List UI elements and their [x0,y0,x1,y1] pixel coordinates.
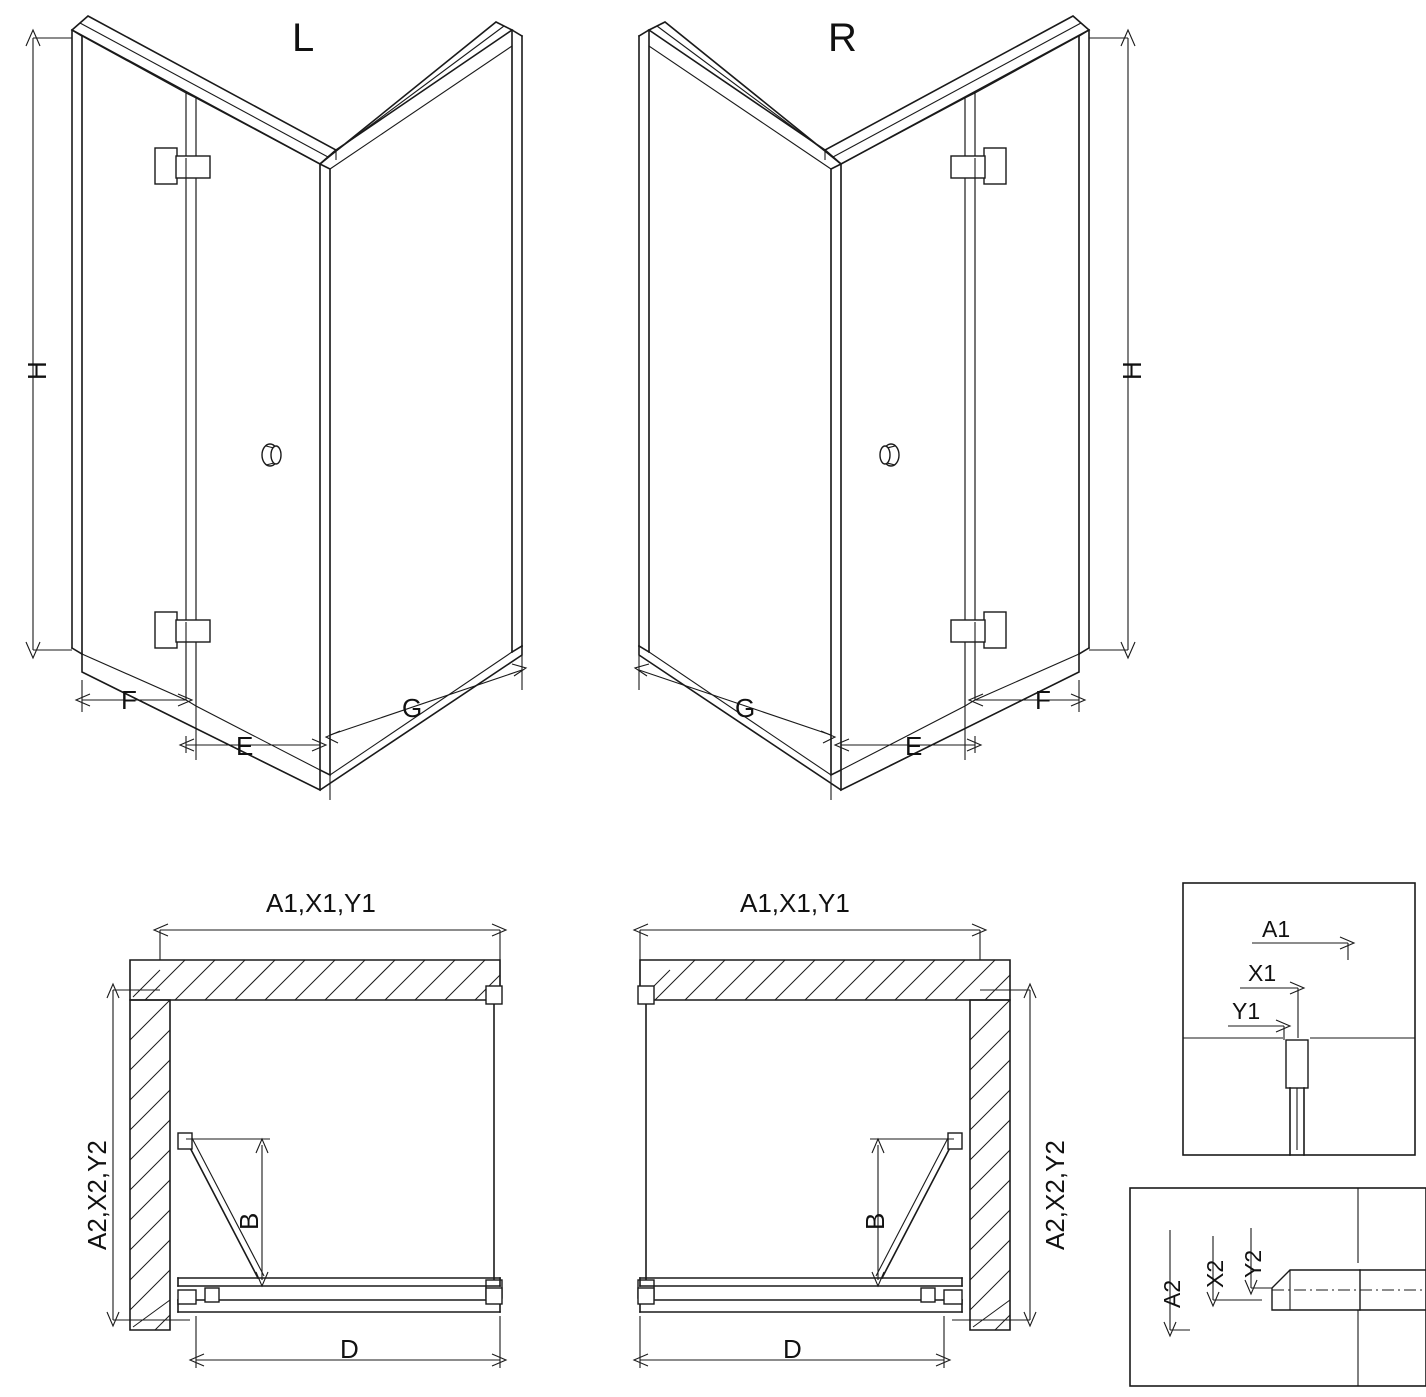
dim-label-b-left: B [234,1212,264,1230]
dim-label-e-left: E [236,731,254,761]
iso-view-left [22,16,526,800]
view-label-right: R [828,16,857,60]
detail-dim-label-y2: Y2 [1240,1249,1266,1278]
detail-dim-label-y1: Y1 [1232,998,1261,1024]
dim-label-g-left: G [402,693,423,723]
dim-label-h-right: H [1117,361,1147,380]
dim-label-f-left: F [121,685,137,715]
dim-label-h-left: H [22,361,52,380]
detail-dim-label-x1: X1 [1248,960,1277,986]
detail-dim-label-a1: A1 [1262,916,1291,942]
dim-label-g-right: G [735,693,756,723]
plan-view-left [107,924,506,1368]
dim-label-f-right: F [1035,685,1051,715]
dim-label-e-right: E [905,731,923,761]
plan-view-right [634,924,1036,1368]
iso-view-right [635,16,1135,800]
detail-dim-label-x2: X2 [1202,1259,1228,1288]
view-label-left: L [292,16,315,60]
dim-label-a2x2y2-left: A2,X2,Y2 [82,1140,112,1250]
dim-label-a2x2y2-right: A2,X2,Y2 [1040,1140,1070,1250]
dim-label-d-right: D [783,1334,802,1364]
detail-top [1183,883,1415,1155]
dim-label-d-left: D [340,1334,359,1364]
detail-dim-label-a2: A2 [1159,1279,1185,1308]
dim-label-a1x1y1-left: A1,X1,Y1 [266,888,376,918]
dim-label-a1x1y1-right: A1,X1,Y1 [740,888,850,918]
dim-label-b-right: B [860,1212,890,1230]
